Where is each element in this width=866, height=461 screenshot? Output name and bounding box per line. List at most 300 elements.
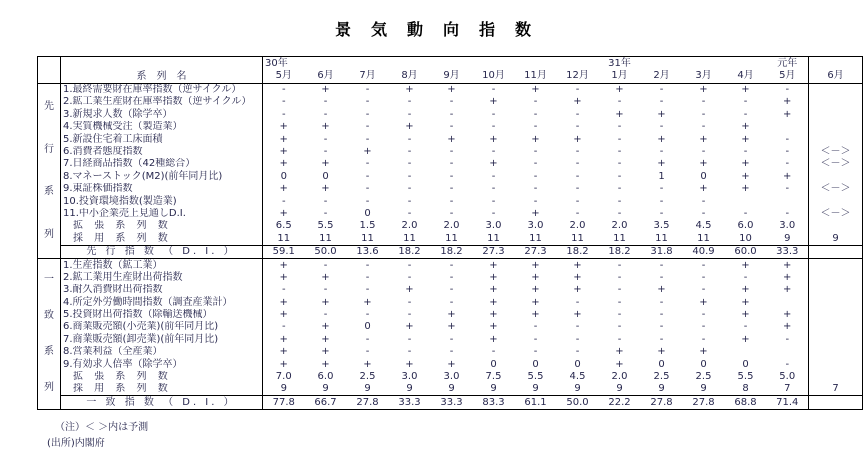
value-cell: 9 (784, 232, 791, 244)
section-coincident (38, 259, 863, 410)
value-cell: 0 (364, 321, 371, 333)
value-cell (809, 220, 863, 232)
value-cell: + (783, 309, 792, 321)
value-cell: 2.5 (653, 371, 670, 383)
value-cell: - (407, 183, 412, 195)
value-cell: + (531, 259, 540, 271)
value-cell: + (657, 284, 666, 296)
table-row (38, 208, 863, 220)
value-cell: - (449, 259, 454, 271)
di-value-cell: 66.7 (305, 396, 347, 409)
month-cell: 5月 (767, 70, 809, 83)
value-cell: - (449, 195, 454, 207)
value-cell: ＜－＞ (809, 146, 863, 158)
value-cell: - (617, 271, 622, 283)
value-cell: - (407, 133, 412, 145)
value-cell: 1 (658, 170, 665, 182)
value-cell: - (449, 333, 454, 345)
value-cell: + (657, 108, 666, 120)
value-cell: 7.5 (485, 371, 502, 383)
table-row (38, 232, 863, 245)
value-cell: - (659, 296, 664, 308)
di-value-cell: 77.8 (263, 396, 305, 409)
value-cell: - (785, 183, 790, 195)
value-cell: - (533, 108, 538, 120)
value-cell: + (699, 296, 708, 308)
value-cell: ＜－＞ (809, 208, 863, 220)
di-value-cell: 18.2 (431, 245, 473, 258)
value-cell: 3.0 (443, 371, 460, 383)
value-cell: - (449, 207, 454, 219)
value-cell: 0 (700, 358, 707, 370)
value-cell: - (743, 96, 748, 108)
series-label: 4.所定外労働時間指数（調査産業計） (61, 296, 263, 308)
value-cell: 7.0 (275, 371, 292, 383)
value-cell: 9 (322, 383, 329, 395)
note-forecast: （注）＜ ＞内は予測 (55, 422, 149, 433)
year-cell (809, 57, 863, 70)
value-cell: - (617, 133, 622, 145)
value-cell: + (699, 346, 708, 358)
value-cell: - (449, 158, 454, 170)
value-cell: - (449, 170, 454, 182)
value-cell: + (489, 333, 498, 345)
value-cell: 5.0 (779, 371, 796, 383)
table-row (38, 271, 863, 283)
value-cell: 9 (809, 232, 863, 245)
value-cell: - (323, 195, 328, 207)
value-cell: + (321, 296, 330, 308)
di-value-cell: 27.8 (347, 396, 389, 409)
value-cell: + (699, 84, 708, 96)
value-cell: - (659, 321, 664, 333)
value-cell: + (657, 133, 666, 145)
value-cell: + (321, 271, 330, 283)
value-cell: + (741, 183, 750, 195)
value-cell: - (449, 346, 454, 358)
year-cell (305, 57, 347, 70)
value-cell: - (617, 333, 622, 345)
value-cell: - (323, 284, 328, 296)
value-cell: + (531, 309, 540, 321)
value-cell: + (279, 259, 288, 271)
value-cell: - (659, 195, 664, 207)
value-cell: - (365, 284, 370, 296)
value-cell: 9 (574, 383, 581, 395)
value-cell: - (365, 158, 370, 170)
di-value-cell: 27.3 (473, 245, 515, 258)
series-label: 6.消費者態度指数 (61, 146, 263, 158)
value-cell: + (783, 271, 792, 283)
table-row (38, 346, 863, 358)
value-cell: - (407, 195, 412, 207)
value-cell: - (407, 271, 412, 283)
value-cell: - (365, 183, 370, 195)
value-cell: - (575, 207, 580, 219)
value-cell: - (407, 333, 412, 345)
value-cell: + (489, 321, 498, 333)
value-cell: - (785, 158, 790, 170)
value-cell (809, 195, 863, 207)
series-label: 7.商業販売額(卸売業)(前年同月比) (61, 333, 263, 345)
table-row (38, 383, 863, 396)
side-label-char: 系 (44, 186, 54, 198)
value-cell (725, 195, 767, 207)
series-label: 8.営業利益（全産業） (61, 346, 263, 358)
value-cell: 10 (739, 232, 752, 244)
series-label: 採 用 系 列 数 (61, 383, 263, 396)
month-cell: 9月 (431, 70, 473, 83)
value-cell: - (407, 346, 412, 358)
value-cell: - (407, 158, 412, 170)
value-cell: + (531, 84, 540, 96)
value-cell: - (365, 133, 370, 145)
value-cell: 2.0 (401, 220, 418, 232)
value-cell: 9 (406, 383, 413, 395)
side-label-char: 系 (44, 346, 54, 358)
value-cell: + (279, 271, 288, 283)
value-cell: 3.0 (485, 220, 502, 232)
value-cell: 7 (784, 383, 791, 395)
page-title: 景気動向指数 (334, 20, 551, 39)
value-cell: 3.0 (527, 220, 544, 232)
value-cell: - (743, 108, 748, 120)
value-cell: 4.5 (569, 371, 586, 383)
di-value-cell: 50.0 (305, 245, 347, 258)
value-cell: - (701, 121, 706, 133)
value-cell: - (449, 271, 454, 283)
value-cell: - (323, 259, 328, 271)
di-row-coincident (38, 396, 863, 409)
value-cell: 0 (574, 358, 581, 370)
value-cell: + (447, 309, 456, 321)
value-cell (809, 358, 863, 370)
di-value-cell: 31.8 (641, 245, 683, 258)
value-cell: - (365, 84, 370, 96)
value-cell: + (279, 346, 288, 358)
value-cell: + (741, 296, 750, 308)
value-cell (809, 96, 863, 108)
value-cell: + (405, 358, 414, 370)
value-cell: + (783, 96, 792, 108)
table-row (38, 220, 863, 232)
value-cell: - (449, 183, 454, 195)
value-cell: - (575, 145, 580, 157)
value-cell: - (491, 108, 496, 120)
value-cell: - (785, 207, 790, 219)
value-cell: - (533, 321, 538, 333)
value-cell (809, 309, 863, 321)
di-value-cell: 61.1 (515, 396, 557, 409)
value-cell: - (491, 121, 496, 133)
value-cell: 8 (742, 383, 749, 395)
value-cell: + (573, 96, 582, 108)
value-cell: - (323, 133, 328, 145)
value-cell: - (575, 183, 580, 195)
value-cell: 2.0 (611, 220, 628, 232)
year-cell (557, 57, 599, 70)
value-cell: - (365, 121, 370, 133)
value-cell: + (321, 333, 330, 345)
value-cell: 2.5 (695, 371, 712, 383)
value-cell: 5.5 (527, 371, 544, 383)
value-cell: - (659, 271, 664, 283)
month-cell: 6月 (809, 70, 863, 83)
table-row (38, 183, 863, 195)
table-header (38, 57, 863, 84)
value-cell: + (279, 309, 288, 321)
value-cell (809, 259, 863, 272)
value-cell: + (531, 284, 540, 296)
value-cell: - (533, 121, 538, 133)
month-cell: 12月 (557, 70, 599, 83)
value-cell: 9 (490, 383, 497, 395)
value-cell: - (407, 145, 412, 157)
year-cell: 31年 (608, 58, 631, 70)
value-cell: 2.0 (611, 371, 628, 383)
value-cell (767, 121, 809, 133)
value-cell: + (531, 271, 540, 283)
series-label: 1.最終需要財在庫率指数（逆サイクル） (61, 83, 263, 96)
value-cell: - (281, 195, 286, 207)
value-cell: - (365, 271, 370, 283)
value-cell: + (321, 183, 330, 195)
month-cell: 6月 (305, 70, 347, 83)
value-cell: + (741, 309, 750, 321)
side-label-chars (38, 262, 60, 407)
value-cell: 11 (529, 232, 542, 244)
value-cell: 0 (742, 358, 749, 370)
value-cell: + (363, 296, 372, 308)
year-cell (725, 57, 767, 70)
value-cell: + (783, 259, 792, 271)
value-cell: - (407, 259, 412, 271)
value-cell: - (407, 207, 412, 219)
value-cell: + (489, 296, 498, 308)
value-cell: 2.0 (569, 220, 586, 232)
value-cell: - (575, 84, 580, 96)
value-cell: 9 (658, 383, 665, 395)
value-cell: - (533, 333, 538, 345)
value-cell: - (701, 259, 706, 271)
value-cell: 3.0 (779, 220, 796, 232)
table-row (38, 121, 863, 133)
value-cell: - (575, 346, 580, 358)
di-value-cell: 27.8 (683, 396, 725, 409)
di-value-cell: 83.3 (473, 396, 515, 409)
value-cell: + (447, 358, 456, 370)
month-cell: 3月 (683, 70, 725, 83)
value-cell: - (617, 321, 622, 333)
value-cell: + (405, 121, 414, 133)
value-cell (809, 108, 863, 120)
series-label: 2.鉱工業用生産財出荷指数 (61, 271, 263, 283)
value-cell: - (785, 358, 790, 370)
value-cell: + (279, 333, 288, 345)
value-cell: 0 (280, 170, 287, 182)
value-cell: + (489, 133, 498, 145)
di-label: 一 致 指 数 （ D. I. ） (61, 396, 263, 409)
value-cell: - (617, 195, 622, 207)
value-cell: - (407, 96, 412, 108)
table-row (38, 96, 863, 108)
value-cell: 2.0 (443, 220, 460, 232)
value-cell: 11 (277, 232, 291, 244)
value-cell: + (657, 158, 666, 170)
value-cell: + (783, 108, 792, 120)
value-cell (767, 296, 809, 308)
month-cell: 7月 (347, 70, 389, 83)
value-cell: - (575, 158, 580, 170)
side-label-char: 列 (44, 382, 54, 394)
value-cell: - (323, 108, 328, 120)
value-cell: 0 (322, 170, 329, 182)
value-cell: - (449, 121, 454, 133)
value-cell: - (659, 183, 664, 195)
series-label: 9.東証株価指数 (61, 183, 263, 195)
value-cell: + (699, 133, 708, 145)
value-cell: - (743, 271, 748, 283)
series-label: 拡 張 系 列 数 (61, 371, 263, 383)
value-cell: 11 (403, 232, 416, 244)
value-cell: - (785, 333, 790, 345)
di-value-cell: 33.3 (389, 396, 431, 409)
value-cell: - (617, 296, 622, 308)
month-cell: 11月 (515, 70, 557, 83)
value-cell: - (323, 207, 328, 219)
value-cell: - (323, 309, 328, 321)
table-row (38, 133, 863, 145)
value-cell: - (575, 333, 580, 345)
side-label-char: 致 (44, 310, 54, 322)
value-cell: - (365, 309, 370, 321)
value-cell: - (407, 309, 412, 321)
value-cell: + (615, 84, 624, 96)
value-cell: - (407, 170, 412, 182)
value-cell: - (533, 195, 538, 207)
value-cell: - (533, 158, 538, 170)
di-value-cell: 60.0 (725, 245, 767, 258)
value-cell: - (785, 145, 790, 157)
value-cell (725, 346, 767, 358)
value-cell (809, 133, 863, 145)
value-cell: - (323, 96, 328, 108)
value-cell: - (617, 145, 622, 157)
value-cell (809, 321, 863, 333)
value-cell: - (659, 96, 664, 108)
di-value-cell: 71.4 (767, 396, 809, 409)
value-cell: + (405, 284, 414, 296)
value-cell: - (575, 170, 580, 182)
table-row (38, 333, 863, 345)
value-cell: - (701, 108, 706, 120)
di-value-cell: 33.3 (431, 396, 473, 409)
year-row (38, 57, 863, 70)
value-cell: + (699, 158, 708, 170)
di-value-cell: 18.2 (389, 245, 431, 258)
value-cell: 6.0 (737, 220, 754, 232)
value-cell: - (281, 321, 286, 333)
value-cell: + (321, 84, 330, 96)
value-cell: 0 (532, 358, 539, 370)
footnotes (47, 420, 149, 451)
value-cell: - (785, 133, 790, 145)
value-cell: - (365, 346, 370, 358)
value-cell: 11 (361, 232, 374, 244)
value-cell: - (617, 207, 622, 219)
value-cell: - (365, 170, 370, 182)
value-cell: - (281, 96, 286, 108)
value-cell: - (785, 84, 790, 96)
table-container (37, 56, 863, 410)
value-cell: + (573, 309, 582, 321)
value-cell: 9 (616, 383, 623, 395)
value-cell: 11 (319, 232, 332, 244)
section-leading (38, 83, 863, 258)
year-cell (683, 57, 725, 70)
value-cell: + (489, 259, 498, 271)
value-cell: 6.0 (317, 371, 334, 383)
series-label: 2.鉱工業生産財在庫率指数（逆サイクル） (61, 96, 263, 108)
value-cell: + (531, 207, 540, 219)
value-cell (809, 296, 863, 308)
series-label: 9.有効求人倍率（除学卒） (61, 358, 263, 370)
di-value-cell: 59.1 (263, 245, 305, 258)
value-cell: + (489, 96, 498, 108)
value-cell: - (407, 108, 412, 120)
value-cell: + (321, 158, 330, 170)
month-cell: 8月 (389, 70, 431, 83)
side-label-char: 先 (44, 101, 54, 113)
value-cell: + (363, 358, 372, 370)
value-cell: 0 (364, 207, 371, 219)
value-cell (809, 170, 863, 182)
table-row (38, 83, 863, 96)
value-cell (809, 284, 863, 296)
value-cell: - (743, 207, 748, 219)
value-cell: - (533, 170, 538, 182)
header-corner-cell (38, 57, 61, 84)
value-cell: + (741, 84, 750, 96)
di-value-cell: 18.2 (557, 245, 599, 258)
value-cell: - (407, 296, 412, 308)
value-cell: + (783, 170, 792, 182)
value-cell: - (701, 195, 706, 207)
value-cell: - (449, 108, 454, 120)
value-cell: - (281, 84, 286, 96)
value-cell: + (657, 346, 666, 358)
value-cell: + (489, 271, 498, 283)
value-cell: - (575, 321, 580, 333)
series-label: 5.投資財出荷指数（除輸送機械） (61, 309, 263, 321)
value-cell: - (491, 170, 496, 182)
series-label: 拡 張 系 列 数 (61, 220, 263, 232)
value-cell: 9 (280, 383, 287, 395)
table-row (38, 195, 863, 207)
value-cell: 11 (445, 232, 458, 244)
value-cell: + (741, 133, 750, 145)
value-cell: 0 (700, 170, 707, 182)
value-cell: 3.0 (401, 371, 418, 383)
di-value-cell: 13.6 (347, 245, 389, 258)
value-cell: + (741, 158, 750, 170)
side-label-char: 一 (44, 273, 54, 285)
value-cell: - (701, 309, 706, 321)
value-cell: - (449, 284, 454, 296)
value-cell: - (659, 333, 664, 345)
value-cell (809, 346, 863, 358)
value-cell: + (279, 133, 288, 145)
